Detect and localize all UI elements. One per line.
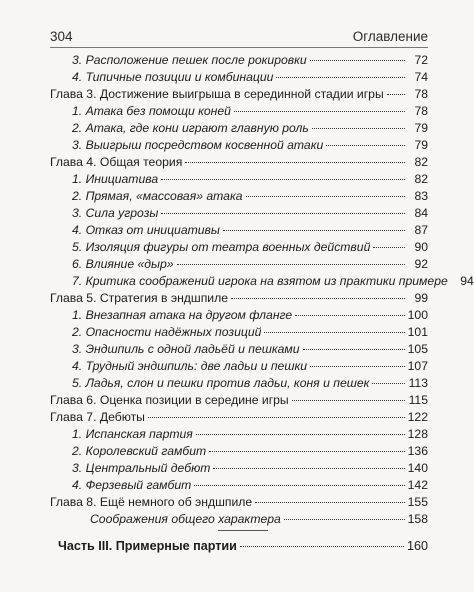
- toc-entry: [72, 188, 428, 205]
- toc-page-number: 101: [407, 325, 428, 339]
- dot-leader: [310, 366, 405, 367]
- toc-entry: [72, 103, 428, 120]
- toc-entry-title: [50, 290, 228, 307]
- toc-entry-text: Ладья, слон и пешки против ладьи, коня и пешек: [85, 376, 370, 390]
- toc-entry-text: Сила угрозы: [85, 206, 159, 220]
- toc-entry: [72, 222, 428, 239]
- toc-page-number: 99: [414, 291, 428, 305]
- toc-entry: [72, 358, 428, 375]
- toc-entry: [72, 120, 428, 137]
- toc-page-number: 160: [406, 539, 428, 553]
- toc-page-number: 72: [414, 53, 428, 67]
- dot-leader: [177, 264, 405, 265]
- page-header: [50, 29, 428, 44]
- toc-page-number: 158: [407, 512, 428, 526]
- toc-page-number: 105: [407, 342, 428, 356]
- toc-entry-title: [50, 392, 289, 409]
- dot-leader: [209, 451, 405, 452]
- toc-entry: [72, 477, 428, 494]
- toc-entry-title: [72, 188, 243, 205]
- toc-entry: [72, 375, 428, 392]
- toc-page-number: 79: [414, 138, 428, 152]
- toc-entry: [72, 460, 428, 477]
- toc-entry-title: [58, 538, 237, 555]
- toc-page-number: 107: [407, 359, 428, 373]
- toc-entry: [50, 392, 428, 409]
- dot-leader: [326, 145, 405, 146]
- toc-entry-text: Типичные позиции и комбинации: [85, 70, 274, 84]
- toc-entry-number: 3.: [72, 138, 86, 152]
- dot-leader: [295, 315, 404, 316]
- toc-entry-text: Трудный эндшпиль: две ладьи и пешки: [85, 359, 307, 373]
- dot-leader: [161, 213, 405, 214]
- toc-entry-text: Влияние «дыр»: [85, 257, 174, 271]
- toc-entry-text: Расположение пешек после рокировки: [85, 53, 307, 67]
- toc-entry-title: [72, 120, 309, 137]
- toc-entry-text: Глава 8. Ещё немного об эндшпиле: [50, 495, 253, 509]
- toc-entry-title: [72, 273, 448, 290]
- toc-entry-title: [72, 52, 307, 69]
- dot-leader: [310, 60, 405, 61]
- toc-entry-number: 3.: [72, 461, 86, 475]
- toc-entry: [50, 290, 428, 307]
- toc-page-number: 128: [407, 427, 428, 441]
- toc-entry-text: Эндшпиль с одной ладьёй и пешками: [85, 342, 300, 356]
- dot-leader: [231, 298, 405, 299]
- toc-page-number: 82: [414, 172, 428, 186]
- toc-entry-number: 7.: [72, 274, 86, 288]
- dot-leader: [246, 196, 406, 197]
- toc-entry-title: [90, 511, 281, 528]
- toc-page-number: 115: [408, 393, 428, 407]
- toc-page-number: 78: [414, 104, 428, 118]
- dot-leader: [234, 111, 405, 112]
- toc-page-number: 155: [407, 495, 428, 509]
- toc-entry-title: [72, 103, 231, 120]
- toc-entry-text: Часть III. Примерные партии: [58, 539, 237, 553]
- toc-entry-number: 2.: [72, 325, 86, 339]
- toc-entry-text: Ферзевый гамбит: [85, 478, 192, 492]
- toc-entry-title: [72, 205, 158, 222]
- toc-page-number: 74: [414, 70, 428, 84]
- toc-entry: [72, 341, 428, 358]
- toc-entry-text: Изоляция фигуры от театра военных действий: [85, 240, 371, 254]
- toc-page-number: 84: [414, 206, 428, 220]
- toc-entry-number: 4.: [72, 478, 86, 492]
- toc-entry-number: 6.: [72, 257, 86, 271]
- toc-entry-title: [72, 69, 273, 86]
- toc-entry-number: 2.: [72, 189, 86, 203]
- toc-page-number: 140: [407, 461, 428, 475]
- toc-entry-text: Глава 4. Общая теория: [50, 155, 183, 169]
- toc-entry-number: 1.: [72, 308, 86, 322]
- toc-entry-title: [50, 494, 252, 511]
- dot-leader: [196, 434, 405, 435]
- dot-leader: [148, 417, 405, 418]
- dot-leader: [373, 247, 405, 248]
- toc-entry: [72, 426, 428, 443]
- dot-leader: [223, 230, 405, 231]
- toc-entry-text: Испанская партия: [85, 427, 193, 441]
- toc-entry-number: 1.: [72, 104, 86, 118]
- toc-entry-number: 3.: [72, 342, 86, 356]
- dot-leader: [276, 77, 405, 78]
- toc-page-number: 90: [414, 240, 428, 254]
- toc-entry-number: 4.: [72, 223, 86, 237]
- dot-leader: [213, 468, 404, 469]
- toc-entry-text: Соображения общего характера: [90, 512, 281, 526]
- toc-entry-text: Глава 3. Достижение выигрыша в серединной стадии игры: [50, 87, 384, 101]
- toc-entry-title: [50, 409, 145, 426]
- toc-page-number: 142: [407, 478, 428, 492]
- dot-leader: [161, 179, 405, 180]
- toc-entry-number: 1.: [72, 427, 86, 441]
- page-number: 304: [50, 29, 73, 44]
- toc-entry: [72, 256, 428, 273]
- toc-page-number: 92: [414, 257, 428, 271]
- toc-entry-title: [50, 154, 182, 171]
- toc-entry-number: 3.: [72, 53, 86, 67]
- dot-leader: [264, 332, 404, 333]
- toc-entry: [72, 443, 428, 460]
- toc-entry: [72, 171, 428, 188]
- toc-entry-title: [72, 426, 193, 443]
- toc-entry-text: Атака без помощи коней: [85, 104, 231, 118]
- toc-entry: [72, 324, 428, 341]
- dot-leader: [240, 546, 404, 547]
- toc-page-number: 136: [407, 444, 428, 458]
- toc-entry: [72, 307, 428, 324]
- toc-entry: [72, 52, 428, 69]
- toc-entry: [58, 538, 428, 555]
- dot-leader: [387, 94, 405, 95]
- toc-entry-text: Критика соображений игрока на взятом из практики примере: [85, 274, 448, 288]
- toc-entry-title: [50, 86, 384, 103]
- toc-entry: [72, 137, 428, 154]
- toc-entry-title: [72, 171, 158, 188]
- toc-page-number: 122: [407, 410, 428, 424]
- dot-leader: [372, 383, 405, 384]
- toc-entry-text: Выигрыш посредством косвенной атаки: [85, 138, 324, 152]
- toc-entry-title: [72, 324, 261, 341]
- toc-page-number: 79: [414, 121, 428, 135]
- toc-entry-text: Глава 7. Дебюты: [50, 410, 145, 424]
- dot-leader: [303, 349, 405, 350]
- toc-entry: [72, 69, 428, 86]
- dot-leader: [194, 485, 404, 486]
- toc-entry-title: [72, 307, 292, 324]
- toc-entry-text: Внезапная атака на другом фланге: [85, 308, 293, 322]
- toc-entry-title: [72, 239, 370, 256]
- toc-page-number: 87: [414, 223, 428, 237]
- dot-leader: [185, 162, 405, 163]
- toc-page-number: 94: [460, 274, 474, 288]
- toc-entry-text: Атака, где кони играют главную роль: [85, 121, 309, 135]
- toc-entry-number: 4.: [72, 70, 86, 84]
- toc-entry: [72, 273, 474, 290]
- dot-leader: [255, 502, 404, 503]
- toc-entry-title: [72, 137, 323, 154]
- dot-leader: [284, 519, 405, 520]
- toc-entry-title: [72, 477, 191, 494]
- header-divider: [50, 47, 428, 48]
- toc-entry-text: Королевский гамбит: [85, 444, 207, 458]
- toc-entry-title: [72, 375, 369, 392]
- toc-entry-text: Глава 5. Стратегия в эндшпиле: [50, 291, 228, 305]
- running-title: Оглавление: [352, 29, 428, 44]
- toc-entry: [72, 205, 428, 222]
- toc-entry-number: 1.: [72, 172, 86, 186]
- toc-page-number: 78: [414, 87, 428, 101]
- toc-entry-title: [72, 256, 174, 273]
- toc-entry: [50, 86, 428, 103]
- toc-entry-number: 5.: [72, 240, 86, 254]
- toc-entry-number: 2.: [72, 121, 86, 135]
- toc-entry-title: [72, 341, 300, 358]
- toc-page-number: 113: [408, 376, 428, 390]
- dot-leader: [312, 128, 405, 129]
- toc-entry-text: Отказ от инициативы: [85, 223, 220, 237]
- dot-leader: [292, 400, 405, 401]
- toc-entry-text: Опасности надёжных позиций: [85, 325, 262, 339]
- toc-entry: [50, 409, 428, 426]
- end-divider: [218, 530, 268, 531]
- toc-entry-title: [72, 358, 307, 375]
- toc-page-number: 100: [407, 308, 428, 322]
- toc-entry-number: 4.: [72, 359, 86, 373]
- toc-entry-number: 3.: [72, 206, 86, 220]
- toc-entry-number: 2.: [72, 444, 86, 458]
- toc-page-number: 82: [414, 155, 428, 169]
- toc-entry-title: [72, 222, 220, 239]
- toc-entry: [90, 511, 428, 528]
- toc-entry-number: 5.: [72, 376, 86, 390]
- toc-entry-text: Центральный дебют: [85, 461, 211, 475]
- toc-entry-text: Прямая, «массовая» атака: [85, 189, 243, 203]
- toc-entry: [72, 239, 428, 256]
- toc-page-number: 83: [414, 189, 428, 203]
- toc-entry-text: Инициатива: [85, 172, 159, 186]
- toc-entry-title: [72, 443, 206, 460]
- toc-entry-text: Глава 6. Оценка позиции в середине игры: [50, 393, 289, 407]
- toc-entry: [50, 494, 428, 511]
- toc-entry: [50, 154, 428, 171]
- toc-entry-title: [72, 460, 210, 477]
